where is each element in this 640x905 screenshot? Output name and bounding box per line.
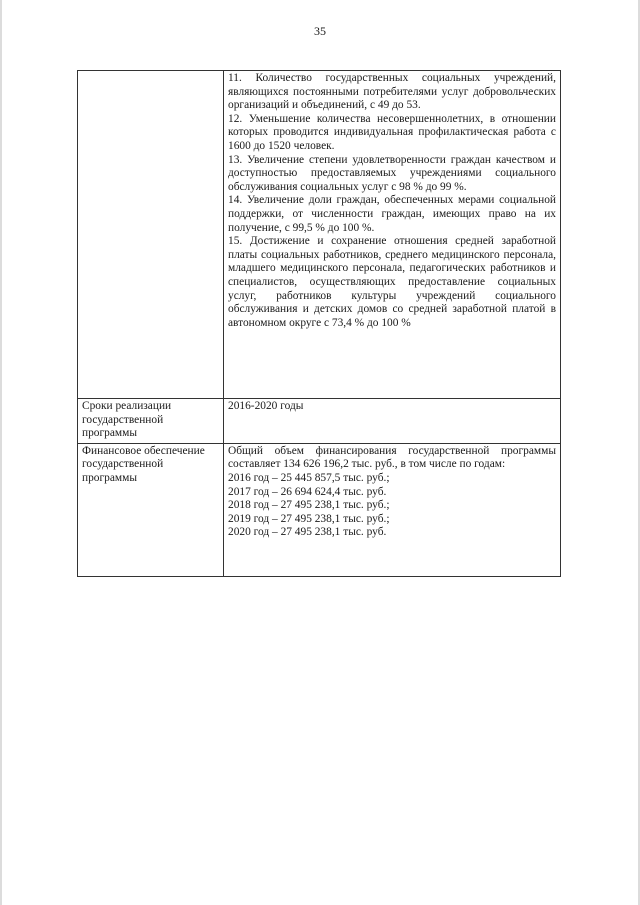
funding-year-2019: 2019 год – 27 495 238,1 тыс. руб.;	[228, 512, 390, 525]
program-passport-table	[77, 70, 561, 577]
row-label-timeframe: Сроки реализации государственной программы	[78, 399, 224, 444]
table-row-indicators	[78, 71, 561, 399]
indicator-item-12: 12. Уменьшение количества несовершеннолетних, в отношении которых проводится индивидуальная профилактическая работа с 1600 до 1520 человек.	[228, 112, 556, 152]
indicator-item-11: 11. Количество государственных социальных учреждений, являющихся постоянными потребителями услуг добровольческих организаций и объединений, с 49 до 53.	[228, 72, 556, 112]
row-value-timeframe	[224, 399, 561, 444]
table-row-funding	[78, 443, 561, 576]
timeframe-value: 2016-2020 годы	[228, 400, 304, 412]
funding-year-2020: 2020 год – 27 495 238,1 тыс. руб.	[228, 526, 387, 539]
row-label-funding: Финансовое обеспечение государственной программы	[78, 443, 224, 576]
indicator-item-15: 15. Достижение и сохранение отношения средней заработной платы социальных работников, среднего медицинского персонала, младшего медицинского персонала, педагогических работников и специалистов, осуществляющих предоставление социальных услуг, работников культуры учреждений социального обслуживания и детских домов со средней заработной платой в автономном округе с 73,4 % до 100 %	[228, 235, 556, 329]
funding-intro: Общий объем финансирования государственной программы составляет 134 626 196,2 тыс. руб., в том числе по годам:	[228, 444, 556, 471]
indicator-item-14: 14. Увеличение доли граждан, обеспеченных мерами социальной поддержки, от численности граждан, имеющих право на их получение, с 99,5 % до 100 %.	[228, 194, 556, 234]
row-value-indicators	[224, 71, 561, 399]
scan-edge-left	[0, 0, 2, 905]
row-label-indicators	[78, 71, 224, 399]
funding-year-2016: 2016 год – 25 445 857,5 тыс. руб.;	[228, 471, 390, 484]
funding-year-2018: 2018 год – 27 495 238,1 тыс. руб.;	[228, 499, 390, 512]
row-value-funding	[224, 443, 561, 576]
indicator-item-13: 13. Увеличение степени удовлетворенности граждан качеством и доступностью предоставляемых учреждениями социального обслуживания социальных услуг с 98 % до 99 %.	[228, 153, 556, 193]
page-number: 35	[314, 24, 326, 38]
funding-year-2017: 2017 год – 26 694 624,4 тыс. руб.	[228, 485, 387, 498]
table-row-timeframe	[78, 399, 561, 444]
